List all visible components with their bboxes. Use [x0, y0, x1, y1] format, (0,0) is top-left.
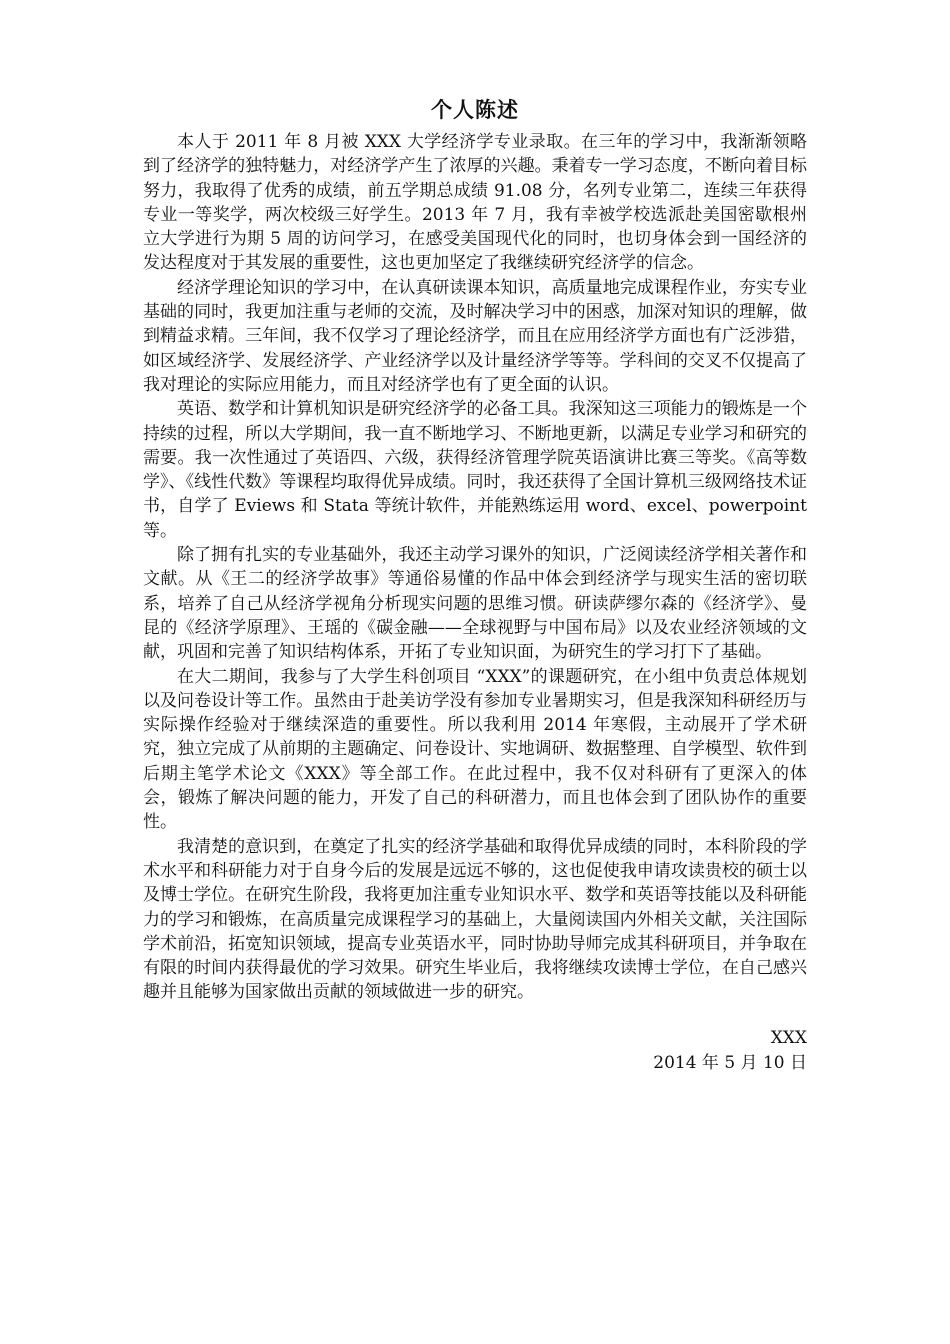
document-page — [143, 96, 807, 1076]
paragraph-research: 在大二期间，我参与了大学生科创项目 “XXX”的课题研究，在小组中负责总体规划以及问卷设计等工作。虽然由于赴美访学没有参加专业暑期实习，但是我深知科研经历与实际操作经验对于继续深造的重要性。所以我利用 2014 年寒假，主动展开了学术研究，独立完成了从前期的主题确定、问卷设计、实地调研、数据整理、自学模型、软件到后期主笔学术论文《XXX》等全部工作。在此过程中，我不仅对科研有了更深入的体会，锻炼了解决问题的能力，开发了自己的科研潜力，而且也体会到了团队协作的重要性。 — [143, 666, 807, 833]
paragraph-plan: 我清楚的意识到，在奠定了扎实的经济学基础和取得优异成绩的同时，本科阶段的学术水平和科研能力对于自身今后的发展是远远不够的，这也促使我申请攻读贵校的硕士以及博士学位。在研究生阶段，我将更加注重专业知识水平、数学和英语等技能以及科研能力的学习和锻炼，在高质量完成课程学习的基础上，大量阅读国内外相关文献，关注国际学术前沿，拓宽知识领域，提高专业英语水平，同时协助导师完成其科研项目，并争取在有限的时间内获得最优的学习效果。研究生毕业后，我将继续攻读博士学位，在自己感兴趣并且能够为国家做出贡献的领域做进一步的研究。 — [143, 836, 807, 1003]
paragraph-reading: 除了拥有扎实的专业基础外，我还主动学习课外的知识，广泛阅读经济学相关著作和文献。从《王二的经济学故事》等通俗易懂的作品中体会到经济学与现实生活的密切联系，培养了自己从经济学视角分析现实问题的思维习惯。研读萨缪尔森的《经济学》、曼昆的《经济学原理》、王瑶的《碳金融——全球视野与中国布局》以及农业经济领域的文献，巩固和完善了知识结构体系，开拓了专业知识面，为研究生的学习打下了基础。 — [143, 545, 807, 663]
paragraph-intro: 本人于 2011 年 8 月被 XXX 大学经济学专业录取。在三年的学习中，我渐渐领略到了经济学的独特魅力，对经济学产生了浓厚的兴趣。秉着专一学习态度，不断向着目标努力，我取得了优秀的成绩，前五学期总成绩 91.08 分，名列专业第二，连续三年获得专业一等奖学，两次校级三好学生。2013 年 7 月，我有幸被学校选派赴美国密歇根州立大学进行为期 5 周的访问学习，在感受美国现代化的同时，也切身体会到一国经济的发达程度对于其发展的重要性，这也更加坚定了我继续研究经济学的信念。 — [143, 132, 807, 274]
signature-block — [143, 1026, 807, 1076]
signature-name: XXX — [770, 1027, 807, 1048]
paragraph-tools: 英语、数学和计算机知识是研究经济学的必备工具。我深知这三项能力的锻炼是一个持续的过程，所以大学期间，我一直不断地学习、不断地更新，以满足专业学习和研究的需要。我一次性通过了英语四、六级，获得经济管理学院英语演讲比赛三等奖。《高等数学》、《线性代数》等课程均取得优异成绩。同时，我还获得了全国计算机三级网络技术证书，自学了 Eviews 和 Stata 等统计软件，并能熟练运用 word、excel、powerpoint 等。 — [143, 399, 807, 541]
page-title: 个人陈述 — [431, 97, 519, 122]
signature-date: 2014 年 5 月 10 日 — [653, 1052, 807, 1073]
paragraph-theory: 经济学理论知识的学习中，在认真研读课本知识，高质量地完成课程作业，夯实专业基础的同时，我更加注重与老师的交流，及时解决学习中的困惑，加深对知识的理解，做到精益求精。三年间，我不仅学习了理论经济学，而且在应用经济学方面也有广泛涉猎，如区域经济学、发展经济学、产业经济学以及计量经济学等等。学科间的交叉不仅提高了我对理论的实际应用能力，而且对经济学也有了更全面的认识。 — [143, 277, 807, 395]
